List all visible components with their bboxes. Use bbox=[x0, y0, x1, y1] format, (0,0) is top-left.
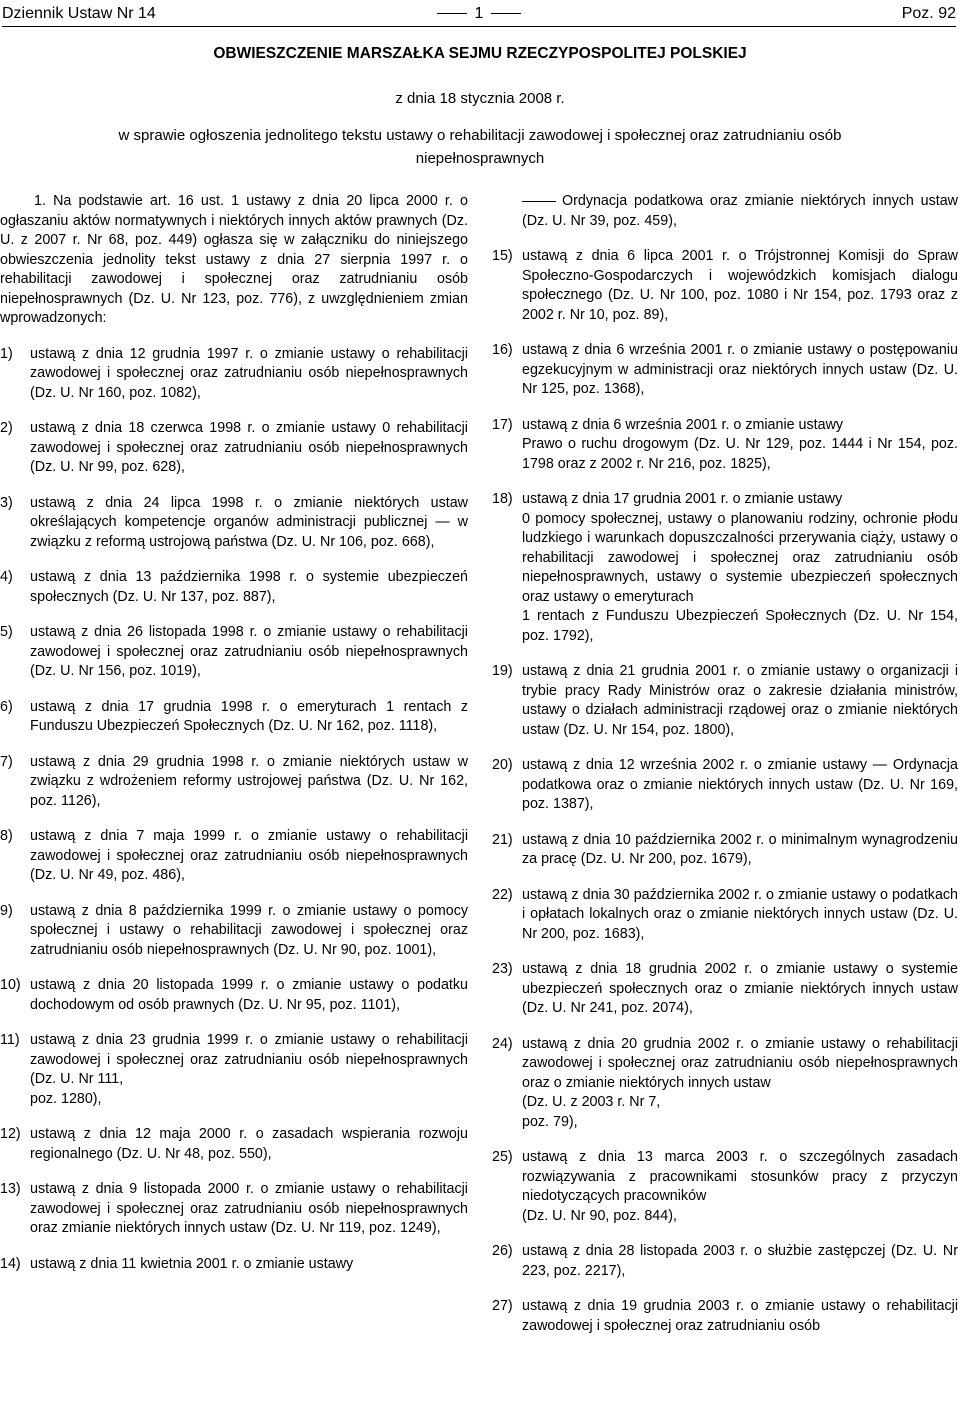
item-text-continued: Prawo o ruchu drogowym (Dz. U. Nr 129, poz. 1444 i Nr 154, poz. 1798 oraz z 2002 r. Nr 216, poz. 1825), bbox=[522, 436, 958, 472]
item-number: 4) bbox=[0, 569, 13, 585]
item-text: ustawą z dnia 28 listopada 2003 r. o służbie zastępczej (Dz. U. Nr 223, poz. 2217), bbox=[522, 1243, 958, 1279]
item-text: ustawą z dnia 30 października 2002 r. o zmianie ustawy o podatkach i opłatach lokalnych oraz o zmianie niektórych innych ustaw (Dz. U. Nr 200, poz. 1683), bbox=[522, 886, 958, 942]
item-text: ustawą z dnia 24 lipca 1998 r. o zmianie niektórych ustaw określających kompetencje organów administracji publicznej — w związku z reformą ustrojową państwa (Dz. U. Nr 106, poz. 668), bbox=[30, 494, 468, 550]
journal-name: Dziennik Ustaw Nr 14 bbox=[2, 5, 156, 22]
item-text: ustawą z dnia 10 października 2002 r. o minimalnym wynagrodzeniu za pracę (Dz. U. Nr 200, poz. 1679), bbox=[522, 831, 958, 867]
item-number: 26) bbox=[492, 1243, 513, 1259]
item-number: 7) bbox=[0, 753, 13, 770]
item-text: ustawą z dnia 12 maja 2000 r. o zasadach wspierania rozwoju regionalnego (Dz. U. Nr 48, poz. 550), bbox=[30, 1126, 468, 1162]
item-text: ustawą z dnia 20 grudnia 2002 r. o zmianie ustawy o rehabilitacji zawodowej i społecznej oraz zatrudnianiu osób niepełnosprawnych oraz o zmianie niektórych innych ustaw bbox=[522, 1035, 958, 1091]
list-item bbox=[0, 1180, 468, 1239]
list-item bbox=[0, 753, 468, 812]
position-number: Poz. 92 bbox=[901, 5, 956, 22]
item-text: ustawą z dnia 9 listopada 2000 r. o zmianie ustawy o rehabilitacji zawodowej i społecznej oraz zatrudnianiu osób niepełnosprawnych oraz zmianie niektórych innych ustaw (Dz. U. Nr 119, poz. 1249), bbox=[30, 1181, 468, 1236]
list-item bbox=[492, 756, 958, 815]
item-number: 5) bbox=[0, 624, 13, 640]
list-item bbox=[492, 831, 958, 870]
list-item bbox=[0, 345, 468, 404]
item-number: 14) bbox=[0, 1255, 21, 1272]
item-text: ustawą z dnia 18 czerwca 1998 r. o zmianie ustawy 0 rehabilitacji zawodowej i społecznej oraz zatrudnianiu osób niepełnosprawnych (Dz. U. Nr 99, poz. 628), bbox=[30, 420, 468, 475]
item-text: ustawą z dnia 18 grudnia 2002 r. o zmianie ustawy o systemie ubezpieczeń społecznych oraz o zmianie niektórych innych ustaw (Dz. U. Nr 241, poz. 2074), bbox=[522, 961, 958, 1016]
continuation-paragraph: Ordynacja podatkowa oraz zmianie niektórych innych ustaw (Dz. U. Nr 39, poz. 459), bbox=[522, 193, 958, 229]
list-item bbox=[492, 247, 958, 325]
item-number: 21) bbox=[492, 831, 513, 848]
item-text: ustawą z dnia 7 maja 1999 r. o zmianie ustawy o rehabilitacji zawodowej i społecznej oraz zatrudnianiu osób niepełnosprawnych (Dz. U. Nr 49, poz. 486), bbox=[30, 828, 468, 883]
item-text: ustawą z dnia 6 lipca 2001 r. o Trójstronnej Komisji do Spraw Społeczno-Gospodarczych i wojewódzkich komisjach dialogu społecznego (Dz. U. Nr 100, poz. 1080 i Nr 154, poz. 1793 oraz z 2002 r. Nr 10, poz. 89), bbox=[522, 248, 958, 323]
item-text: ustawą z dnia 17 grudnia 1998 r. o emeryturach 1 rentach z Funduszu Ubezpieczeń Społecznych (Dz. U. Nr 162, poz. 1118), bbox=[30, 698, 468, 734]
item-number: 9) bbox=[0, 902, 13, 919]
item-text: ustawą z dnia 26 listopada 1998 r. o zmianie ustawy o rehabilitacji zawodowej i społecznej oraz zatrudnianiu osób niepełnosprawnych (Dz. U. Nr 156, poz. 1019), bbox=[30, 624, 468, 679]
list-item bbox=[492, 1297, 958, 1336]
item-text: ustawą z dnia 6 września 2001 r. o zmianie ustawy bbox=[522, 416, 844, 433]
item-number: 25) bbox=[492, 1149, 513, 1165]
item-text-continued: poz. 79), bbox=[522, 1113, 578, 1130]
item-number: 15) bbox=[492, 248, 513, 264]
list-item bbox=[0, 976, 468, 1015]
item-text: ustawą z dnia 29 grudnia 1998 r. o zmianie niektórych ustaw w związku z wdrożeniem reformy ustrojowej państwa (Dz. U. Nr 162, poz. 1126), bbox=[30, 753, 468, 809]
list-item bbox=[0, 1031, 468, 1109]
list-item bbox=[0, 623, 468, 682]
item-text: ustawą z dnia 13 marca 2003 r. o szczególnych zasadach rozwiązywania z pracownikami stosunków pracy z przyczyn niedotyczących pracowników bbox=[522, 1149, 958, 1204]
list-item bbox=[0, 902, 468, 961]
item-number: 13) bbox=[0, 1181, 21, 1197]
document-date: z dnia 18 stycznia 2008 r. bbox=[395, 90, 565, 107]
list-item bbox=[492, 662, 958, 740]
item-text-continued: 0 pomocy społecznej, ustawy o planowaniu rodziny, ochronie płodu ludzkiego i warunkach dopuszczalności przerywania ciąży, ustawy o rehabilitacji zawodowej i społecznej oraz zatrudnianiu osób niepełnosprawnych, ustawy o systemie ubezpieczeń społecznych oraz ustawy o emeryturach bbox=[522, 510, 958, 605]
list-item bbox=[492, 1035, 958, 1133]
item-text: ustawą z dnia 19 grudnia 2003 r. o zmianie ustawy o rehabilitacji zawodowej i społecznej oraz zatrudnianiu osób bbox=[522, 1298, 958, 1334]
list-item bbox=[0, 419, 468, 478]
item-text: ustawą z dnia 12 września 2002 r. o zmianie ustawy — Ordynacja podatkowa oraz o zmianie niektórych innych ustaw (Dz. U. Nr 169, poz. 1387), bbox=[522, 757, 958, 812]
item-text-continued: poz. 1280), bbox=[30, 1090, 102, 1107]
list-item bbox=[492, 416, 958, 475]
item-number: 22) bbox=[492, 886, 513, 903]
item-number: 19) bbox=[492, 663, 513, 679]
list-item bbox=[492, 1242, 958, 1281]
right-column bbox=[492, 192, 958, 1336]
item-text-continued: (Dz. U. Nr 90, poz. 844), bbox=[522, 1207, 677, 1224]
item-number: 6) bbox=[0, 698, 13, 715]
list-item bbox=[492, 960, 958, 1019]
document-subject: w sprawie ogłoszenia jednolitego tekstu ustawy o rehabilitacji zawodowej i społecznej oraz zatrudnianiu osób niepełnosprawnych bbox=[118, 127, 842, 167]
item-number: 24) bbox=[492, 1035, 513, 1052]
item-number: 27) bbox=[492, 1298, 513, 1314]
item-number: 12) bbox=[0, 1126, 21, 1142]
item-text: ustawą z dnia 8 października 1999 r. o zmianie ustawy o pomocy społecznej i ustawy o rehabilitacji zawodowej i społecznej oraz zatrudnianiu osób niepełnosprawnych (Dz. U. Nr 90, poz. 1001), bbox=[30, 902, 468, 958]
item-text-continued: 1 rentach z Funduszu Ubezpieczeń Społecznych (Dz. U. Nr 154, poz. 1792), bbox=[522, 608, 958, 644]
left-column bbox=[0, 192, 468, 1274]
item-text: ustawą z dnia 11 kwietnia 2001 r. o zmianie ustawy bbox=[30, 1255, 354, 1272]
page-number: 1 bbox=[2, 4, 956, 24]
item-number: 8) bbox=[0, 828, 13, 844]
list-item bbox=[0, 1125, 468, 1164]
list-item bbox=[492, 341, 958, 400]
page-header bbox=[2, 2, 956, 28]
item-text: ustawą z dnia 13 października 1998 r. o systemie ubezpieczeń społecznych (Dz. U. Nr 137, poz. 887), bbox=[30, 569, 468, 605]
item-number: 1) bbox=[0, 345, 13, 362]
item-number: 3) bbox=[0, 494, 13, 511]
item-number: 16) bbox=[492, 342, 513, 358]
list-item bbox=[492, 490, 958, 646]
header-rule bbox=[2, 26, 956, 27]
item-number: 23) bbox=[492, 961, 513, 977]
em-dash bbox=[522, 201, 556, 202]
list-item bbox=[492, 886, 958, 945]
item-number: 11) bbox=[0, 1032, 20, 1048]
document-title: OBWIESZCZENIE MARSZAŁKA SEJMU RZECZYPOSPOLITEJ POLSKIEJ bbox=[213, 45, 747, 62]
amendments-list-left bbox=[0, 345, 468, 1275]
amendments-list-right bbox=[492, 247, 958, 1336]
list-item bbox=[0, 827, 468, 886]
item-number: 17) bbox=[492, 416, 513, 433]
item-text: ustawą z dnia 6 września 2001 r. o zmianie ustawy o postępowaniu egzekucyjnym w administracji oraz niektórych innych ustaw (Dz. U. Nr 125, poz. 1368), bbox=[522, 342, 958, 397]
item-text: ustawą z dnia 23 grudnia 1999 r. o zmianie ustawy o rehabilitacji zawodowej i społecznej oraz zatrudnianiu osób niepełnosprawnych (Dz. U. Nr 111, bbox=[30, 1032, 468, 1087]
item-number: 10) bbox=[0, 977, 21, 993]
item-text: ustawą z dnia 21 grudnia 2001 r. o zmianie ustawy o organizacji i trybie pracy Rady Ministrów oraz o zakresie działania ministrów, ustawy o działach administracji rządowej oraz o zmianie niektórych ustaw (Dz. U. Nr 154, poz. 1800), bbox=[522, 663, 958, 738]
dash-right bbox=[491, 13, 521, 14]
item-number: 18) bbox=[492, 491, 513, 507]
item-number: 20) bbox=[492, 757, 513, 773]
list-item bbox=[0, 1255, 468, 1275]
list-item bbox=[0, 698, 468, 737]
list-item bbox=[492, 1148, 958, 1226]
item-text: ustawą z dnia 12 grudnia 1997 r. o zmianie ustawy o rehabilitacji zawodowej i społecznej oraz zatrudnianiu osób niepełnosprawnych (Dz. U. Nr 160, poz. 1082), bbox=[30, 345, 468, 401]
item-text: ustawą z dnia 20 listopada 1999 r. o zmianie ustawy o podatku dochodowym od osób prawnych (Dz. U. Nr 95, poz. 1101), bbox=[30, 977, 468, 1013]
item-text: ustawą z dnia 17 grudnia 2001 r. o zmianie ustawy bbox=[522, 491, 843, 507]
dash-left bbox=[437, 13, 467, 14]
item-number: 2) bbox=[0, 420, 13, 436]
list-item bbox=[0, 494, 468, 553]
item-text-continued: (Dz. U. z 2003 r. Nr 7, bbox=[522, 1094, 661, 1110]
intro-paragraph: 1. Na podstawie art. 16 ust. 1 ustawy z dnia 20 lipca 2000 r. o ogłaszaniu aktów normatywnych i niektórych innych aktów prawnych (Dz. U. z 2007 r. Nr 68, poz. 449) ogłasza się w załączniku do niniejszego obwieszczenia jednolity tekst ustawy z dnia 27 sierpnia 1997 r. o rehabilitacji zawodowej i społecznej oraz zatrudnianiu osób niepełnosprawnych (Dz. U. Nr 123, poz. 776), z uwzględnieniem zmian wprowadzonych: bbox=[0, 193, 468, 326]
list-item bbox=[0, 568, 468, 607]
